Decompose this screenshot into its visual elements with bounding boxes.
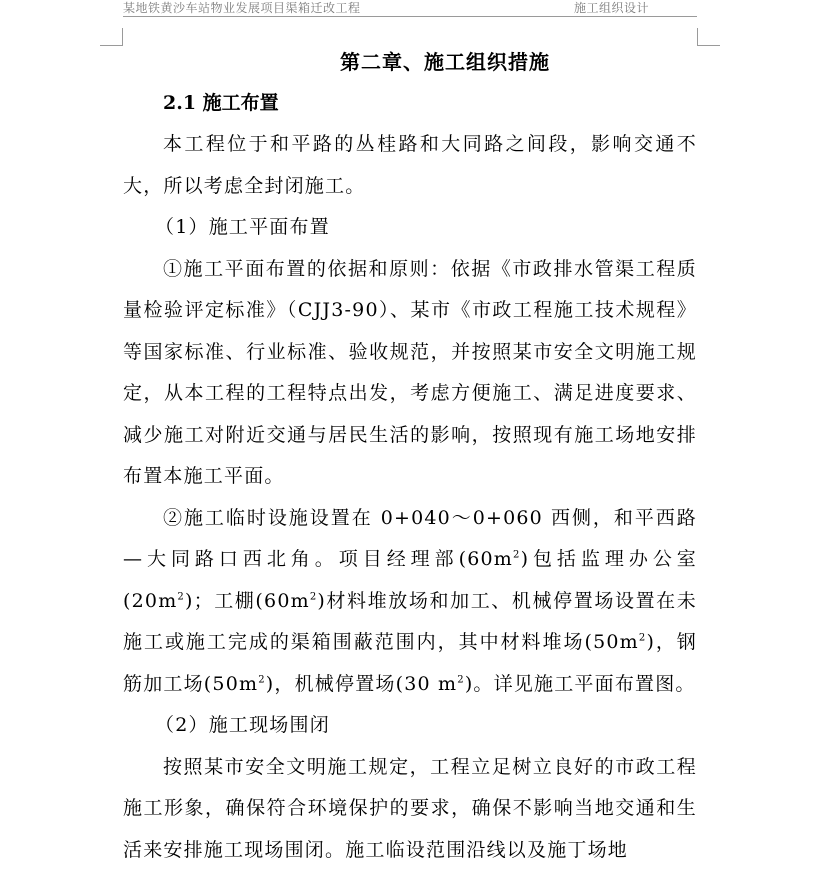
intro-paragraph: 本工程位于和平路的丛桂路和大同路之间段，影响交通不大，所以考虑全封闭施工。 [123, 133, 697, 197]
facilities-text-3: )；工棚(60m [184, 589, 310, 612]
superscript-2: 2 [638, 632, 647, 644]
superscript-2: 2 [513, 549, 521, 561]
enclosure-paragraph: 按照某市安全文明施工规定，工程立足树立良好的市政工程施工形象，确保符合环境保护的要求，确保不影响当地交通和生活来安排施工现场围闭。施工临设范围沿线以及施丁场地 [123, 755, 697, 861]
header-rule [123, 16, 697, 17]
chapter-title: 第二章、施工组织措施 [340, 50, 550, 74]
facilities-text-6: )，机械停置场(30 m [265, 672, 458, 695]
crop-mark-left-horizontal [100, 45, 123, 46]
superscript-2: 2 [258, 674, 266, 686]
crop-mark-right-vertical [697, 28, 698, 46]
body-content [123, 42, 697, 871]
superscript-2: 2 [309, 591, 318, 603]
temporary-facilities-paragraph [123, 498, 697, 706]
crop-mark-right-horizontal [697, 45, 720, 46]
facilities-text-7: )。详见施工平面布置图。 [464, 672, 696, 695]
facilities-text-1: ②施工临时设施设置在 0+040～0+060 西侧，和平西路—大同路口西北角。项目经理部(60m [123, 506, 697, 570]
layout-principle-paragraph: ①施工平面布置的依据和原则：依据《市政排水管渠工程质量检验评定标准》（CJJ3-90）、某市《市政工程施工技术规程》等国家标准、行业标准、验收规范，并按照某市安全文明施工规定，从本工程的工程特点出发，考虑方便施工、满足进度要求、减少施工对附近交通与居民生活的影响，按照现有施工场地安排布置本施工平面。 [123, 257, 697, 487]
facilities-text-2: )包括监理办公室(20m [123, 548, 697, 612]
superscript-2: 2 [457, 674, 465, 686]
subsection-title-layout: （1）施工平面布置 [155, 216, 330, 238]
header-project-name: 某地铁黄沙车站物业发展项目渠箱迁改工程 [123, 1, 361, 15]
header-doc-type: 施工组织设计 [574, 1, 650, 15]
superscript-2: 2 [177, 591, 185, 603]
facilities-text-5: )，钢筋加工场(50m [123, 631, 698, 695]
facilities-text-4: )材料堆放场和加工、机械停置场设置在未施工或施工完成的渠箱围蔽范围内，其中材料堆场(50m [123, 589, 697, 653]
subsection-title-enclosure: （2）施工现场围闭 [155, 714, 330, 736]
section-title: 2.1 施工布置 [163, 92, 279, 114]
